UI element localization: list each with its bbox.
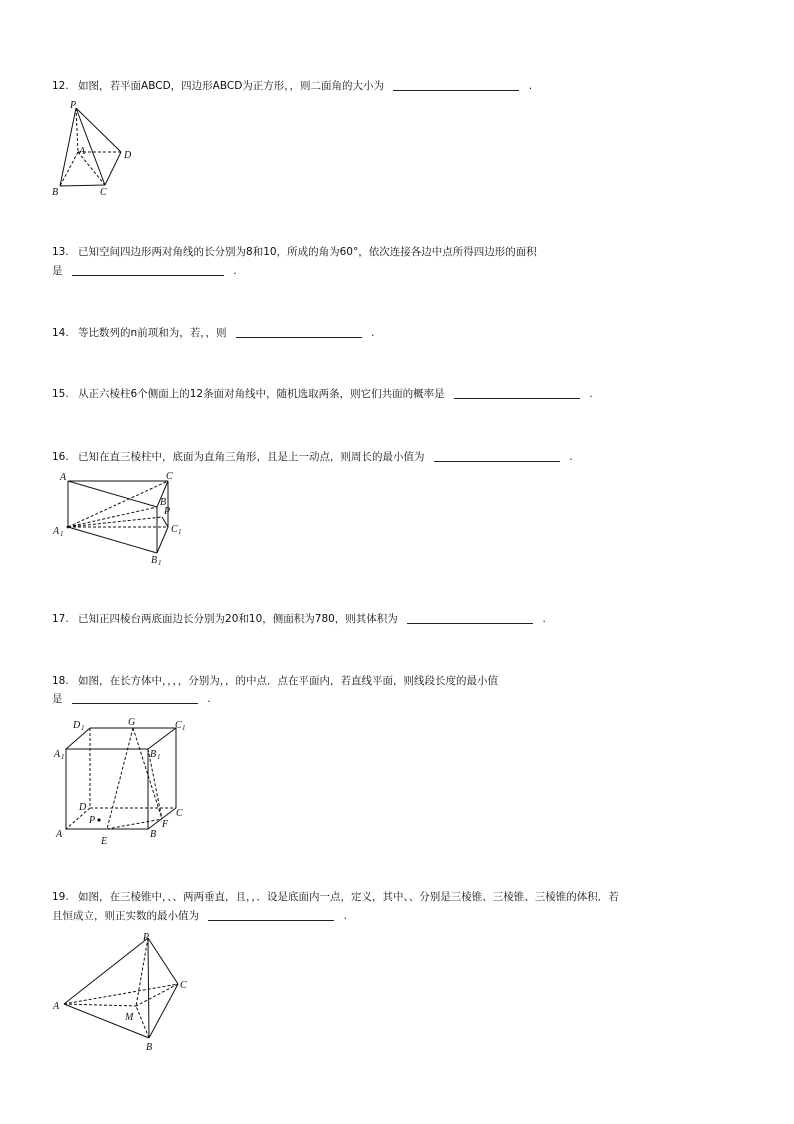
answer-blank[interactable] (236, 325, 362, 338)
label-F: F (162, 819, 169, 830)
label-E: E (101, 836, 108, 847)
point-P (97, 818, 100, 821)
answer-blank[interactable] (407, 611, 533, 624)
question-end: . (542, 613, 546, 625)
question-text: 已知在直三棱柱中，底面为直角三角形，且是上一动点，则周长的最小值为 (78, 451, 425, 463)
question-text: 如图，在三棱锥中，、、两两垂直，且，，．设是底面内一点，定义，其中、、分别是三棱锥、三棱锥、三棱锥的体积．若 (78, 891, 619, 903)
label-C: C (180, 980, 187, 991)
label-B1-sub: 1 (157, 753, 161, 761)
question-19 (52, 888, 619, 906)
label-C1-sub: 1 (178, 528, 182, 536)
question-text: 如图，若平面ABCD，四边形ABCD为正方形，，则二面角的大小为 (78, 80, 385, 92)
question-number: 18. (52, 675, 69, 687)
label-A: A (60, 472, 67, 483)
label-A: A (56, 829, 63, 840)
question-15 (52, 385, 593, 403)
question-text: 已知正四棱台两底面边长分别为20和10，侧面积为780，则其体积为 (78, 613, 398, 625)
figure-18-cuboid (50, 712, 200, 850)
question-text: 且恒成立，则正实数的最小值为 (52, 910, 199, 922)
question-end: . (343, 910, 348, 922)
label-B: B (160, 497, 167, 508)
question-text: 如图，在长方体中，，，，分别为，，的中点．点在平面内，若直线平面，则线段长度的最小值 (78, 675, 499, 687)
label-P: P (164, 506, 171, 517)
question-end: . (569, 451, 573, 463)
label-B1-sub: 1 (158, 559, 162, 567)
question-end: . (207, 693, 211, 705)
label-P: P (89, 815, 96, 826)
label-B1: B (151, 555, 158, 566)
question-18 (52, 672, 498, 690)
question-number: 14. (52, 327, 69, 339)
question-13 (52, 243, 537, 261)
label-C1: C (175, 720, 182, 731)
label-D1: D (73, 720, 81, 731)
label-C: C (100, 187, 107, 198)
label-D1-sub: 1 (81, 724, 85, 732)
question-end: . (371, 327, 375, 339)
question-end: . (589, 388, 593, 400)
question-end: . (233, 265, 237, 277)
label-G: G (128, 717, 136, 728)
answer-blank[interactable] (434, 449, 560, 462)
label-C1-sub: 1 (182, 724, 186, 732)
label-A1-sub: 1 (61, 753, 65, 761)
question-text: 已知空间四边形两对角线的长分别为8和10，所成的角为60°，依次连接各边中点所得四边形的面积 (78, 246, 537, 258)
label-A1: A (54, 749, 61, 760)
point-A1 (67, 526, 70, 529)
figure-16-prism (50, 468, 200, 570)
answer-blank[interactable] (72, 691, 198, 704)
question-number: 16. (52, 451, 69, 463)
label-P: P (70, 100, 77, 111)
label-B: B (146, 1042, 153, 1053)
answer-blank[interactable] (393, 78, 519, 91)
question-14 (52, 324, 374, 342)
label-A: A (79, 146, 86, 157)
question-number: 17. (52, 613, 69, 625)
question-text: 等比数列的n前项和为，若，，则 (78, 327, 227, 339)
answer-blank[interactable] (454, 386, 580, 399)
question-text: 是 (52, 693, 63, 705)
label-A: A (53, 1001, 60, 1012)
label-D: D (124, 150, 132, 161)
figure-12-pyramid (50, 98, 140, 198)
question-number: 13. (52, 246, 69, 258)
label-C1: C (171, 524, 178, 535)
label-M: M (125, 1012, 134, 1023)
figure-19-tetrahedron (50, 926, 210, 1058)
question-number: 19. (52, 891, 69, 903)
label-D: D (79, 802, 87, 813)
question-text: 从正六棱柱6个侧面上的12条面对角线中，随机选取两条，则它们共面的概率是 (78, 388, 445, 400)
label-B: B (150, 829, 157, 840)
label-A1: A (53, 526, 60, 537)
label-A1-sub: 1 (60, 530, 64, 538)
label-C: C (166, 471, 173, 482)
label-B1: B (150, 749, 157, 760)
question-16 (52, 448, 573, 466)
question-13-line2 (52, 262, 237, 280)
question-number: 12. (52, 80, 69, 92)
label-C: C (176, 808, 183, 819)
answer-blank[interactable] (72, 263, 224, 276)
question-number: 15. (52, 388, 69, 400)
question-12 (52, 77, 532, 95)
question-18-line2 (52, 690, 211, 708)
question-text: 是 (52, 265, 63, 277)
answer-blank[interactable] (208, 908, 334, 921)
label-B: B (52, 187, 59, 198)
question-end: . (528, 80, 533, 92)
label-P: P (143, 932, 150, 943)
question-17 (52, 610, 546, 628)
question-19-line2 (52, 907, 347, 925)
